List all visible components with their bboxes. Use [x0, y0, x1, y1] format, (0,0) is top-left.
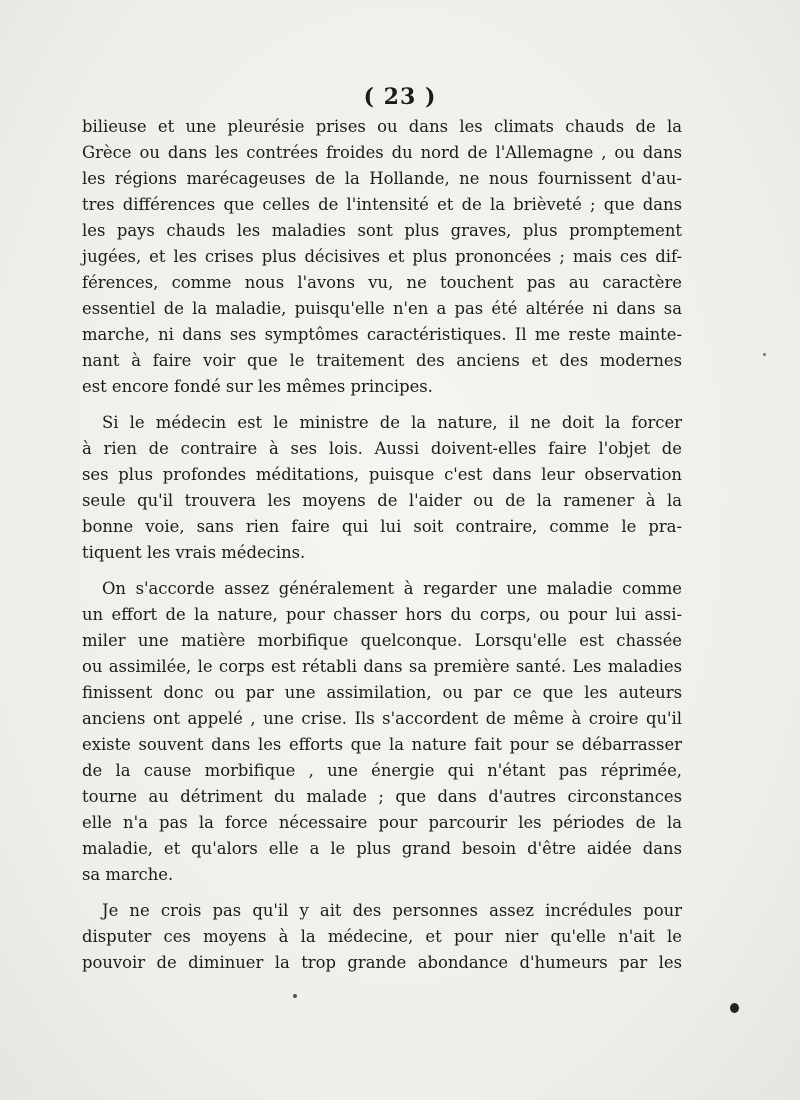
paragraph-4: [82, 898, 682, 976]
text-line: les régions marécageuses de la Hollande, ne nous fournissent d'au-: [82, 169, 682, 188]
text-line: de la cause morbifique , une énergie qui n'étant pas réprimée,: [82, 761, 682, 780]
text-line: maladie, et qu'alors elle a le plus grand besoin d'être aidée dans: [82, 839, 682, 858]
text-line: un effort de la nature, pour chasser hors du corps, ou pour lui assi-: [82, 605, 682, 624]
text-line: jugées, et les crises plus décisives et plus prononcées ; mais ces dif-: [82, 247, 682, 266]
text-line: On s'accorde assez généralement à regarder une maladie comme: [102, 579, 682, 598]
paragraph-3: [82, 576, 682, 888]
text-line: bonne voie, sans rien faire qui lui soit contraire, comme le pra-: [82, 517, 682, 536]
text-line: anciens ont appelé , une crise. Ils s'accordent de même à croire qu'il: [82, 709, 682, 728]
text-line: ses plus profondes méditations, puisque c'est dans leur observation: [82, 465, 682, 484]
text-line: à rien de contraire à ses lois. Aussi doivent-elles faire l'objet de: [82, 439, 682, 458]
text-line: finissent donc ou par une assimilation, ou par ce que les auteurs: [82, 683, 682, 702]
page-number: ( 23 ): [363, 84, 437, 110]
text-line: miler une matière morbifique quelconque. Lorsqu'elle est chassée: [82, 631, 682, 650]
text-line: marche, ni dans ses symptômes caractéristiques. Il me reste mainte-: [82, 325, 682, 344]
text-line: disputer ces moyens à la médecine, et pour nier qu'elle n'ait le: [82, 927, 682, 946]
ink-spot: [293, 994, 297, 998]
text-line: existe souvent dans les efforts que la nature fait pour se débarrasser: [82, 735, 682, 754]
ink-spot: [730, 1003, 739, 1013]
body-text: [82, 114, 682, 986]
text-line: tourne au détriment du malade ; que dans d'autres circonstances: [82, 787, 682, 806]
text-line: Je ne crois pas qu'il y ait des personnes assez incrédules pour: [102, 901, 682, 920]
text-line: sa marche.: [82, 865, 174, 884]
paragraph-1: [82, 114, 682, 400]
text-line: pouvoir de diminuer la trop grande abondance d'humeurs par les: [82, 953, 682, 972]
text-line: ou assimilée, le corps est rétabli dans sa première santé. Les maladies: [82, 657, 682, 676]
text-line: les pays chauds les maladies sont plus graves, plus promptement: [82, 221, 682, 240]
text-line: tiquent les vrais médecins.: [82, 543, 306, 562]
paragraph-2: [82, 410, 682, 566]
text-line: tres différences que celles de l'intensité et de la brièveté ; que dans: [82, 195, 682, 214]
ink-spot: [763, 353, 766, 356]
text-line: Grèce ou dans les contrées froides du nord de l'Allemagne , ou dans: [82, 143, 682, 162]
text-line: est encore fondé sur les mêmes principes.: [82, 377, 433, 396]
text-line: bilieuse et une pleurésie prises ou dans les climats chauds de la: [82, 117, 682, 136]
text-line: elle n'a pas la force nécessaire pour parcourir les périodes de la: [82, 813, 682, 832]
text-line: seule qu'il trouvera les moyens de l'aider ou de la ramener à la: [82, 491, 682, 510]
text-line: essentiel de la maladie, puisqu'elle n'en a pas été altérée ni dans sa: [82, 299, 682, 318]
text-line: Si le médecin est le ministre de la nature, il ne doit la forcer: [102, 413, 682, 432]
text-line: férences, comme nous l'avons vu, ne touchent pas au caractère: [82, 273, 682, 292]
text-line: nant à faire voir que le traitement des anciens et des modernes: [82, 351, 682, 370]
